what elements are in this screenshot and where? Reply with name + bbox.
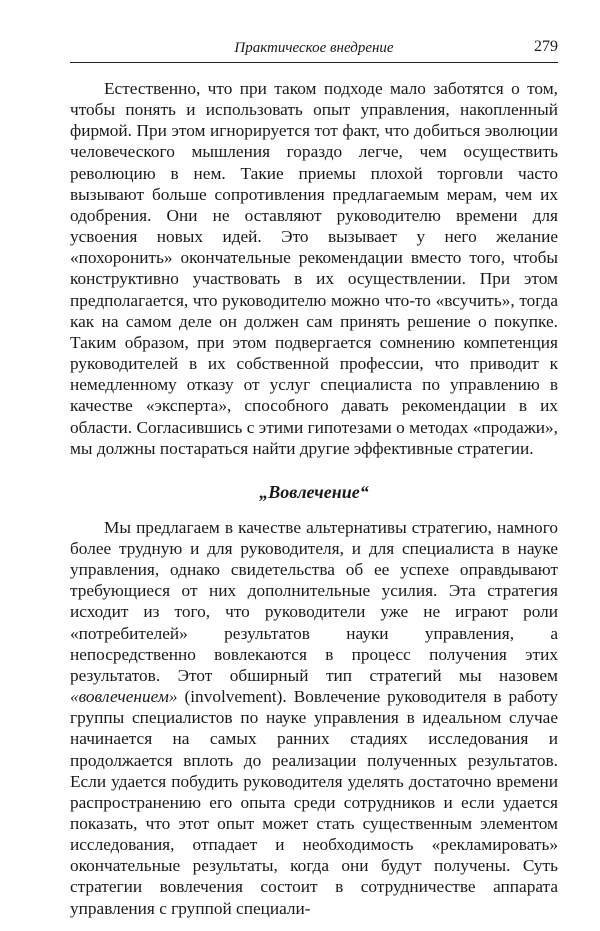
page-body: [70, 78, 558, 919]
page-number: 279: [534, 38, 558, 55]
paragraph-text: (involvement). Вовлечение руководителя в работу группы специалистов по науке управления в идеальном случае начинается на самых ранних стадиях исследования и продолжается вплоть до реализации полученных результатов. Если удается побудить руководителя уделять достаточно времени распространению его опыта среди сотрудников и если удается показать, что этот опыт может стать существенным элементом исследования, отпадает и необходимость «рекламировать» окончательные результаты, когда они будут получены. Суть стратегии вовлечения состоит в сотрудничестве аппарата управления с группой специали-: [70, 687, 558, 918]
paragraph: Естественно, что при таком подходе мало заботятся о том, чтобы понять и использовать опыт управления, накопленный фирмой. При этом игнорируется тот факт, что добиться эволюции человеческого мышления гораздо легче, чем осуществить революцию в нем. Такие приемы плохой торговли часто вызывают больше сопротивления предлагаемым мерам, чем их одобрения. Они не оставляют руководителю времени для усвоения новых идей. Это вызывает у него желание «похоронить» окончательные рекомендации вместо того, чтобы конструктивно участвовать в их осуществлении. При этом предполагается, что руководителю можно что-то «всучить», тогда как на самом деле он должен сам принять решение о покупке. Таким образом, при этом подвергается сомнению компетенция руководителей в их собственной профессии, что приводит к немедленному отказу от услуг специалиста по управлению в качестве «эксперта», способного давать рекомендации в их области. Согласившись с этими гипотезами о методах «продажи», мы должны постараться найти другие эффективные стратегии.: [70, 79, 558, 458]
paragraph: [70, 517, 558, 919]
page-header: [70, 38, 558, 63]
paragraph-text: Мы предлагаем в качестве альтернативы стратегию, намного более трудную и для руководителя, и для специалиста в науке управления, однако свидетельства об ее успехе оправдывают требующиеся от них дополнительные усилия. Эта стратегия исходит из того, что руководители уже не играют роли «потребителей» результатов науки управления, а непосредственно вовлекаются в процесс получения этих результатов. Этот обширный тип стратегий мы назовем: [70, 517, 558, 685]
running-title: Практическое внедрение: [234, 40, 394, 56]
section-title: „Вовлечение“: [259, 481, 369, 502]
italic-term: «вовлечением»: [70, 687, 178, 707]
